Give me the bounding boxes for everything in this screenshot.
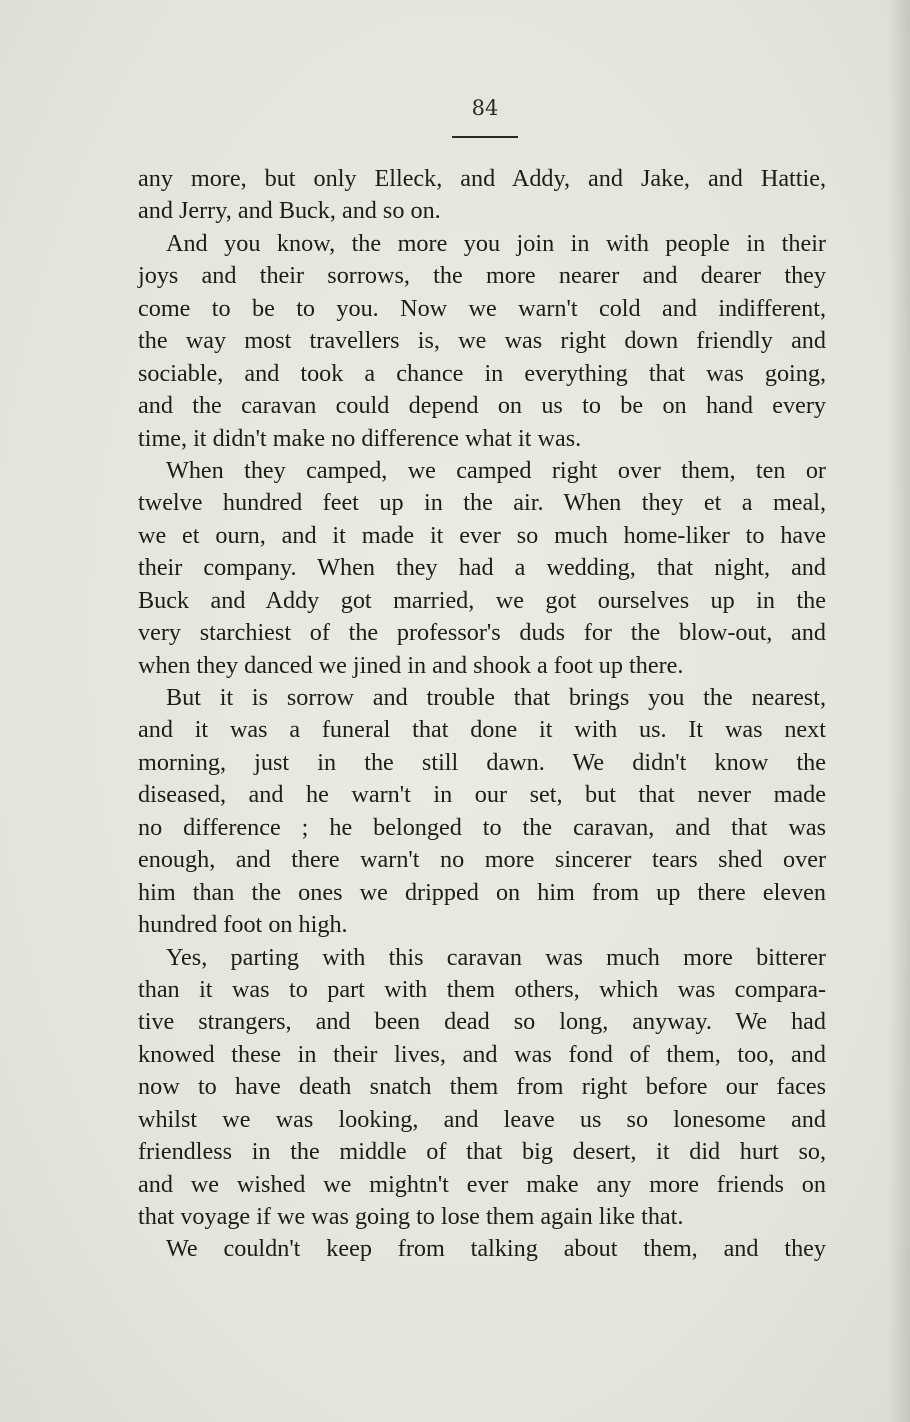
paragraph — [138, 682, 826, 942]
text-line: come to be to you. Now we warn't cold and indifferent, — [138, 294, 826, 322]
text-line: But it is sorrow and trouble that brings you the nearest, — [166, 684, 826, 711]
text-line: sociable, and took a chance in everything that was going, — [138, 359, 826, 387]
text-line: hundred foot on high. — [138, 911, 348, 939]
page-number: 84 — [471, 96, 499, 120]
text-line: that voyage if we was going to lose them again like that. — [138, 1203, 684, 1230]
text-line: time, it didn't make no difference what it was. — [138, 424, 582, 452]
text-line: knowed these in their lives, and was fond of them, too, and — [138, 1040, 826, 1068]
text-line: friendless in the middle of that big desert, it did hurt so, — [138, 1138, 826, 1166]
text-line: very starchiest of the professor's duds for the blow-out, and — [138, 619, 826, 647]
text-line: now to have death snatch them from right before our faces — [138, 1073, 826, 1101]
text-line: When they camped, we camped right over them, ten or — [166, 456, 826, 484]
text-line: Buck and Addy got married, we got ourselves up in the — [138, 586, 826, 614]
paragraph — [138, 1233, 826, 1265]
spine-shadow — [888, 0, 910, 1422]
text-line: tive strangers, and been dead so long, anyway. We had — [138, 1008, 826, 1036]
text-line: We couldn't keep from talking about them, and they — [166, 1235, 826, 1263]
paragraph — [138, 163, 826, 228]
text-line: we et ourn, and it made it ever so much home-liker to have — [138, 521, 826, 549]
text-line: him than the ones we dripped on him from up there eleven — [138, 878, 826, 906]
text-line: no difference ; he belonged to the caravan, and that was — [138, 813, 826, 841]
text-line: and the caravan could depend on us to be on hand every — [138, 392, 826, 420]
text-line: the way most travellers is, we was right down friendly and — [138, 327, 826, 355]
text-line: than it was to part with them others, which was compara- — [138, 975, 826, 1003]
text-line: and it was a funeral that done it with us. It was next — [138, 716, 826, 744]
paragraph — [138, 942, 826, 1234]
text-line: And you know, the more you join in with people in their — [166, 229, 826, 257]
text-line: any more, but only Elleck, and Addy, and Jake, and Hattie, — [138, 165, 826, 192]
text-line: their company. When they had a wedding, that night, and — [138, 554, 826, 582]
text-line: twelve hundred feet up in the air. When they et a meal, — [138, 489, 826, 517]
text-line: enough, and there warn't no more sincerer tears shed over — [138, 846, 826, 874]
text-line: diseased, and he warn't in our set, but that never made — [138, 781, 826, 809]
text-line: joys and their sorrows, the more nearer and dearer they — [138, 262, 826, 290]
paragraph — [138, 228, 826, 455]
text-line: whilst we was looking, and leave us so lonesome and — [138, 1105, 826, 1133]
text-line: morning, just in the still dawn. We didn't know the — [138, 748, 826, 776]
text-line: when they danced we jined in and shook a foot up there. — [138, 651, 684, 679]
page-number-rule — [452, 136, 518, 138]
paragraph — [138, 455, 826, 682]
text-line: and Jerry, and Buck, and so on. — [138, 197, 441, 225]
body-text — [138, 163, 826, 1266]
text-line: and we wished we mightn't ever make any more friends on — [138, 1170, 826, 1198]
text-line: Yes, parting with this caravan was much more bitterer — [166, 943, 826, 971]
